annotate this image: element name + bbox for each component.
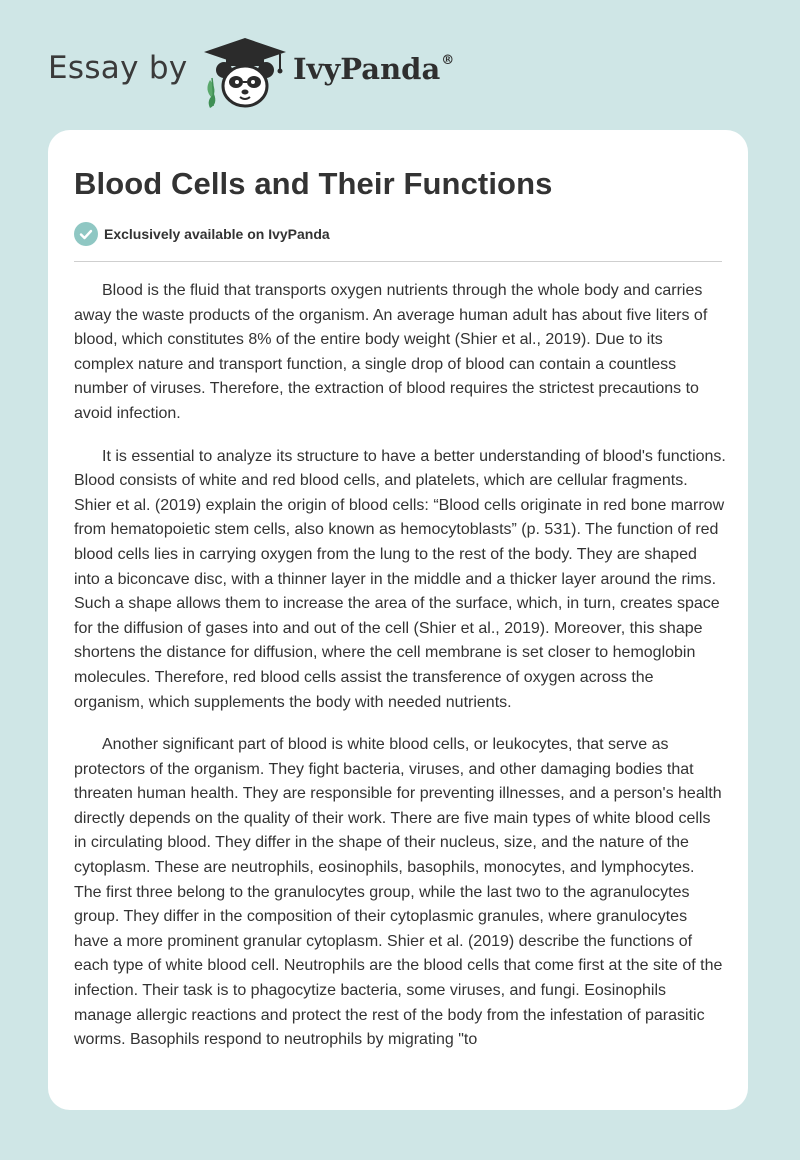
panda-graduate-icon (200, 34, 290, 110)
brand-name[interactable] (293, 52, 454, 86)
essay-card (48, 130, 748, 1110)
divider (74, 261, 722, 262)
exclusive-badge (74, 222, 330, 246)
essay-body (74, 279, 726, 1071)
brand-name-text: IvyPanda (293, 52, 441, 86)
paragraph: It is essential to analyze its structure to have a better understanding of blood's functions. Blood consists of white and red blood cells, and platelets, which are cellular fragments. Shier et al. (2019) explain the origin of blood cells: “Blood cells originate in red bone marrow from hematopoietic stem cells, also known as hemocytoblasts” (p. 531). The function of red blood cells lies in carrying oxygen from the lung to the rest of the body. They are shaped into a biconcave disc, with a thinner layer in the middle and a thicker layer around the rims. Such a shape allows them to increase the area of the surface, which, in turn, creates space for the diffusion of gases into and out of the cell (Shier et al., 2019). Moreover, this shape shortens the distance for diffusion, where the cell membrane is set closer to hemoglobin molecules. Therefore, red blood cells assist the transference of oxygen across the organism, which supplements the body with needed nutrients. (74, 447, 726, 711)
site-header (0, 0, 800, 130)
check-circle-icon (74, 222, 98, 246)
exclusive-badge-text: Exclusively available on IvyPanda (104, 226, 330, 242)
paragraph: Another significant part of blood is white blood cells, or leukocytes, that serve as protectors of the organism. They fight bacteria, viruses, and other damaging bodies that threaten human health. They are responsible for preventing illnesses, and a person's health directly depends on the quality of their work. There are five main types of white blood cells in circulating blood. They differ in the shape of their nucleus, size, and the nature of the cytoplasm. These are neutrophils, eosinophils, basophils, monocytes, and lymphocytes. The first three belong to the granulocytes group, while the last two to the agranulocytes group. They differ in the composition of their cytoplasmic granules, where granulocytes have a more prominent granular cytoplasm. Shier et al. (2019) describe the functions of each type of white blood cell. Neutrophils are the blood cells that come first at the site of the infection. Their task is to phagocytize bacteria, some viruses, and fungi. Eosinophils manage allergic reactions and protect the rest of the body from the infestation of parasitic worms. Basophils respond to neutrophils by migrating "to (74, 736, 723, 1049)
paragraph: Blood is the fluid that transports oxygen nutrients through the whole body and carries away the waste products of the organism. An average human adult has about five liters of blood, which constitutes 8% of the entire body weight (Shier et al., 2019). Due to its complex nature and transport function, a single drop of blood can contain a countless number of viruses. Therefore, the extraction of blood requires the strictest precautions to avoid infection. (74, 282, 708, 422)
ivypanda-logo-icon[interactable] (200, 34, 290, 110)
registered-mark: ® (441, 53, 455, 69)
essay-by-label: Essay by (48, 50, 188, 86)
page-title: Blood Cells and Their Functions (74, 166, 553, 201)
